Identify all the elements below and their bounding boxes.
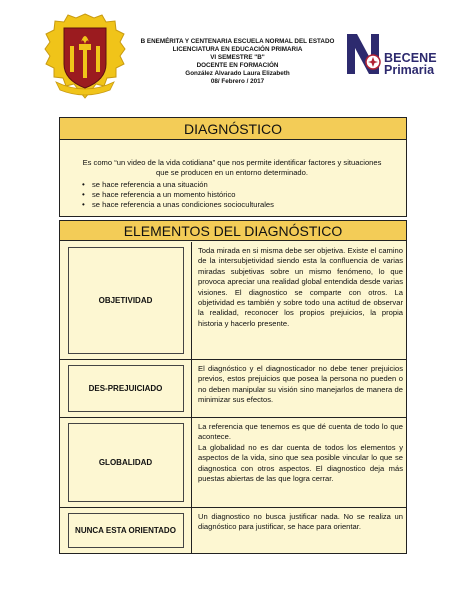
header-institution-text	[130, 38, 345, 87]
school-crest-torch-icon	[44, 12, 126, 100]
diagnostico-section	[59, 117, 407, 217]
diagnostico-body	[82, 158, 382, 210]
header-line-semester: VI SEMESTRE "B"	[210, 54, 265, 62]
row-label-cell	[60, 508, 192, 553]
table-row	[60, 242, 406, 360]
row-text-desprejuiciado: El diagnóstico y el diagnosticador no debe tener prejuicios previos, estos prejuicios que posea la persona no pueden o no deben manipular su visión sino manejarlos de manera de minimizar sus efectos.	[198, 364, 403, 405]
row-label-cell	[60, 418, 192, 507]
table-row	[60, 508, 406, 553]
logo-text-becene: BECENE	[384, 51, 437, 65]
table-row	[60, 360, 406, 418]
header-line-role: DOCENTE EN FORMACIÓN	[196, 62, 279, 70]
row-label-nunca-esta-orientado: NUNCA ESTA ORIENTADO	[68, 513, 184, 548]
table-row	[60, 418, 406, 508]
becene-primaria-logo	[343, 30, 443, 78]
elementos-title: ELEMENTOS DEL DIAGNÓSTICO	[60, 221, 406, 241]
list-item: • se hace referencia a un momento histórico	[82, 190, 382, 200]
row-label-globalidad: GLOBALIDAD	[68, 423, 184, 502]
header-line-author: González Alvarado Laura Elizabeth	[185, 70, 290, 78]
list-item: • se hace referencia a unas condiciones socioculturales	[82, 200, 382, 210]
diagnostico-bullet-list	[82, 180, 382, 211]
row-label-cell	[60, 360, 192, 417]
diagnostico-title: DIAGNÓSTICO	[60, 118, 406, 140]
elementos-section	[59, 220, 407, 554]
row-label-objetividad: OBJETIVIDAD	[68, 247, 184, 354]
document-header	[0, 0, 474, 110]
row-label-desprejuiciado: DES-PREJUICIADO	[68, 365, 184, 412]
header-line-degree: LICENCIATURA EN EDUCACIÓN PRIMARIA	[172, 46, 303, 54]
row-text-nunca-esta-orientado: Un diagnostico no busca justificar nada. No se realiza un diagnóstico para justificar, se hace para orientar.	[198, 512, 403, 532]
list-item: • se hace referencia a una situación	[82, 180, 382, 190]
becene-n-logo-icon	[343, 30, 383, 78]
row-text-globalidad: La referencia que tenemos es que dé cuenta de todo lo que acontece. La globalidad no es dar cuenta de todos los elementos y aspectos de la vida, sino que sea posible vincular lo que se diagnostica con otros aspectos. El diagnostico deja más puestas abiertas de las que logra cerrar.	[198, 422, 403, 484]
row-text-objetividad: Toda mirada en si misma debe ser objetiva. Existe el camino de la intersubjetividad siendo esta la confluencia de varias miradas subjetivas sobre un mismo fenómeno, lo que provoca apreciar una realidad global entendida desde varias visiones. El diagnostico se comparte con otros. La objetividad es también y sobre todo una actitud de observar la realidad, reconocer los propios prejuicios, la propia historia y hacerlo presente.	[198, 246, 403, 328]
row-label-cell	[60, 242, 192, 359]
header-line-date: 08/ Febrero / 2017	[210, 78, 265, 86]
diagnostico-intro: Es como “un video de la vida cotidiana” que nos permite identificar factores y situaciones que se producen en un entorno determinado.	[82, 158, 382, 178]
header-line-school: B ENEMÉRITA Y CENTENARIA ESCUELA NORMAL DEL ESTADO	[140, 38, 335, 45]
logo-text-primaria: Primaria	[384, 63, 435, 77]
